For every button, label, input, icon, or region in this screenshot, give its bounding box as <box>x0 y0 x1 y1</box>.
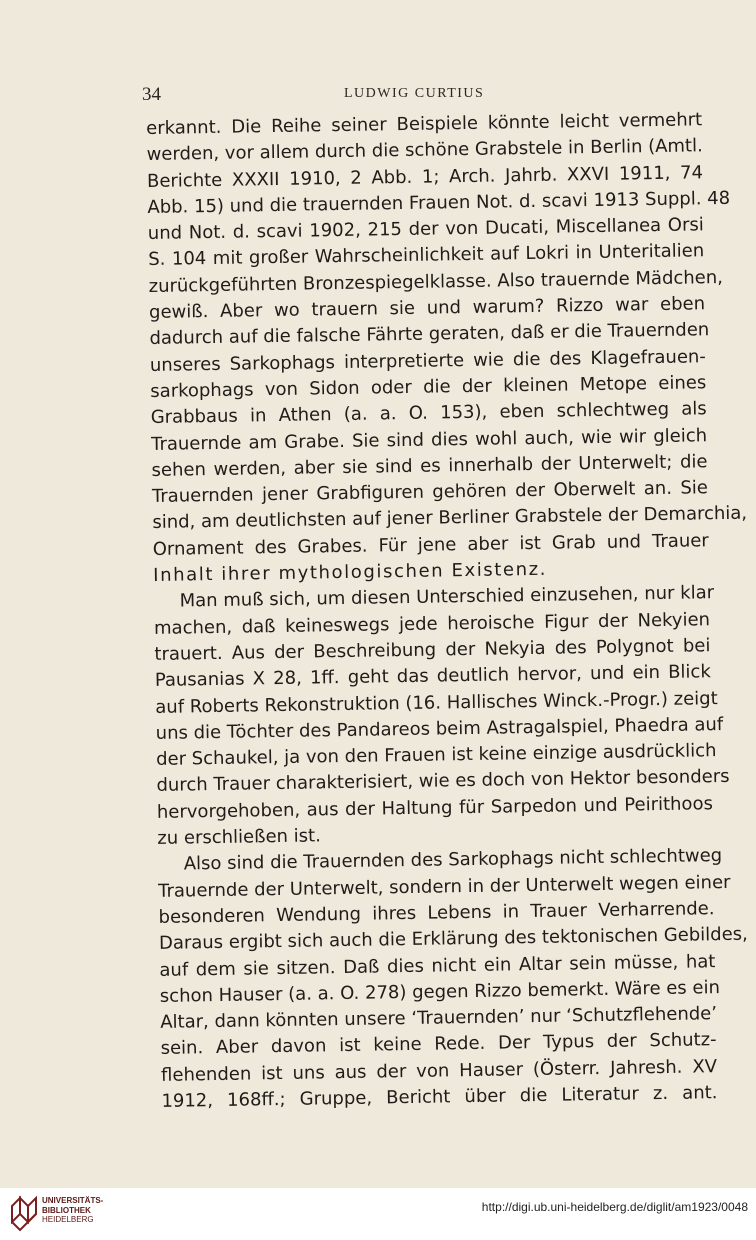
library-name-line: BIBLIOTHEK <box>42 1205 91 1215</box>
text-line: schon Hauser (a. a. O. 278) gegen Rizzo bemerkt. Wäre es ein <box>159 976 721 1007</box>
running-title: LUDWIG CURTIUS <box>344 86 485 101</box>
text-line: auf Roberts Rekonstruktion (16. Hallisches Winck.-Progr.) zeigt <box>155 687 718 718</box>
text-line: Grabbaus in Athen (a. a. O. 153), eben schlechtweg als <box>150 398 707 429</box>
text-line: auf dem sie sitzen. Daß dies nicht ein Altar sein müsse, hat <box>159 950 716 981</box>
text-line: trauert. Aus der Beschreibung der Nekyia des Polygnot bei <box>154 635 711 665</box>
library-name-line: HEIDELBERG <box>42 1215 94 1224</box>
running-head <box>138 84 698 110</box>
text-line: werden, vor allem durch die schöne Grabstele in Berlin (Amtl. <box>146 135 703 166</box>
text-line: der Schaukel, ja von den Frauen ist keine einzige ausdrücklich <box>155 740 717 771</box>
text-line: Pausanias X 28, 1ff. geht das deutlich hervor, und ein Blick <box>154 661 711 692</box>
text-line: durch Trauer charakterisiert, wie es doch von Hektor besonders <box>156 766 730 797</box>
library-name <box>42 1196 103 1225</box>
text-line: hervorgehoben, aus der Haltung für Sarpedon und Peirithoos <box>156 792 714 823</box>
text-line: gewiß. Aber wo trauern sie und warum? Rizzo war eben <box>148 293 706 324</box>
page-number: 34 <box>142 84 161 105</box>
text-line: Trauernde am Grabe. Sie sind dies wohl auch, wie wir gleich <box>150 424 708 455</box>
text-line: machen, daß keineswegs jede heroische Figur der Nekyien <box>153 608 711 639</box>
text-line: Also sind die Trauernden des Sarkophags nicht schlechtweg <box>183 845 723 875</box>
text-line: zu erschließen ist. <box>157 825 322 849</box>
text-line: 1912, 168ff.; Gruppe, Bericht über die Literatur z. ant. <box>161 1082 718 1112</box>
viewer-footer <box>0 1188 756 1240</box>
text-line: besonderen Wendung ihres Lebens in Trauer Verharrende. <box>158 898 715 928</box>
text-line: Altar, dann könnten unsere ‘Trauernden’ nur ‘Schutzflehende’ <box>160 1003 718 1033</box>
text-line: sehen werden, aber sie sind es innerhalb der Unterwelt; die <box>151 451 708 481</box>
text-line: sarkophags von Sidon oder die der kleinen Metope eines <box>150 372 707 402</box>
text-line: Ornament des Grabes. Für jene aber ist Grab und Trauer <box>152 529 709 560</box>
text-line: Abb. 15) und die trauernden Frauen Not. d. scavi 1913 Suppl. 48 <box>147 187 731 218</box>
text-line: Trauernden jener Grabfiguren gehören der Oberwelt an. Sie <box>151 477 709 508</box>
text-line: und Not. d. scavi 1902, 215 der von Ducati, Miscellanea Orsi <box>147 214 704 245</box>
text-line: uns die Töchter des Pandareos beim Astragalspiel, Phaedra auf <box>155 713 724 744</box>
text-line: Daraus ergibt sich auch die Erklärung des tektonischen Gebildes, <box>158 923 748 955</box>
text-line: flehenden ist uns aus der von Hauser (Österr. Jahresh. XV <box>160 1055 718 1086</box>
text-line: erkannt. Die Reihe seiner Beispiele könnte leicht vermehrt <box>146 109 703 139</box>
text-line: S. 104 mit großer Wahrscheinlichkeit auf Lokri in Unteritalien <box>148 240 705 271</box>
text-line: Man muß sich, um diesen Unterschied einzusehen, nur klar <box>179 582 715 612</box>
text-line: unseres Sarkophags interpretierte wie die des Klagefrauen- <box>149 345 707 376</box>
text-line: Inhalt ihrer mythologischen Existenz. <box>153 558 548 586</box>
text-line: zurückgeführten Bronzespiegelklasse. Also trauernde Mädchen, <box>148 266 724 297</box>
text-line: Trauernde der Unterwelt, sondern in der Unterwelt wegen einer <box>158 871 731 902</box>
library-name-line: UNIVERSITÄTS- <box>42 1196 104 1205</box>
text-line: Berichte XXXII 1910, 2 Abb. 1; Arch. Jahrb. XXVI 1911, 74 <box>146 161 704 192</box>
library-logo-icon <box>8 1192 42 1232</box>
text-line: dadurch auf die falsche Fährte geraten, daß er die Trauernden <box>149 319 710 350</box>
text-line: sind, am deutlichsten auf jener Berliner Grabstele der Demarchia, <box>152 503 748 534</box>
permalink-url[interactable]: http://digi.ub.uni-heidelberg.de/diglit/am1923/0048 <box>481 1200 748 1214</box>
text-line: sein. Aber davon ist keine Rede. Der Typus der Schutz- <box>160 1029 717 1060</box>
body-text <box>146 107 748 1115</box>
